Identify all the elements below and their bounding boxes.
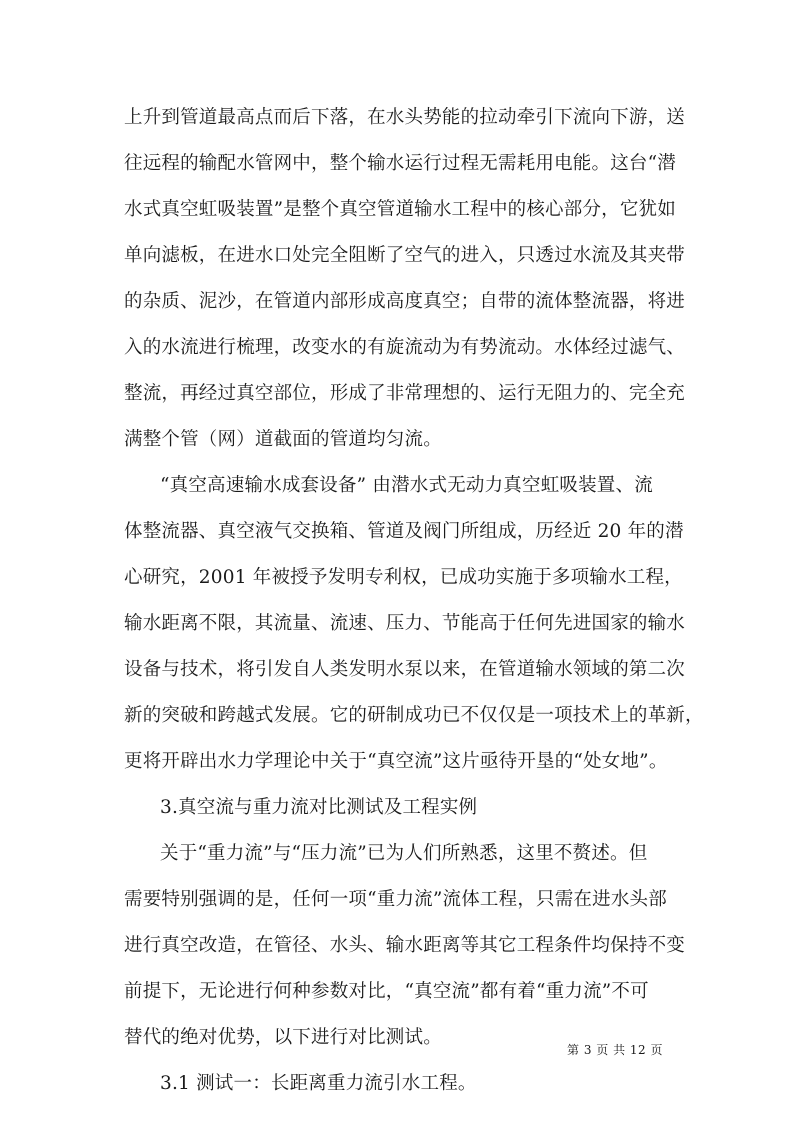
paragraph-line: 整流，再经过真空部位，形成了非常理想的、运行无阻力的、完全充 xyxy=(124,383,686,404)
paragraph-line: 更将开辟出水力学理论中关于“真空流”这片亟待开垦的“处女地”。 xyxy=(124,751,668,772)
section-heading: 3.真空流与重力流对比测试及工程实例 xyxy=(160,797,478,818)
paragraph-line: 新的突破和跨越式发展。它的研制成功已不仅仅是一项技术上的革新， xyxy=(124,705,704,726)
paragraph-line: 满整个管（网）道截面的管道均匀流。 xyxy=(124,429,442,450)
paragraph-line: 关于“重力流”与“压力流”已为人们所熟悉，这里不赘述。但 xyxy=(160,843,648,864)
paragraph-line: 输水距离不限，其流量、流速、压力、节能高于任何先进国家的输水 xyxy=(124,613,686,634)
paragraph-line: 往远程的输配水管网中，整个输水运行过程无需耗用电能。这台“潜 xyxy=(124,153,676,174)
paragraph-line: 上升到管道最高点而后下落，在水头势能的拉动牵引下流向下游，送 xyxy=(124,107,686,128)
paragraph-line: 的杂质、泥沙，在管道内部形成高度真空；自带的流体整流器，将进 xyxy=(124,291,686,312)
paragraph-line: 单向滤板，在进水口处完全阻断了空气的进入，只透过水流及其夹带 xyxy=(124,245,686,266)
paragraph-line: 替代的绝对优势，以下进行对比测试。 xyxy=(124,1027,442,1048)
paragraph-line: 水式真空虹吸装置”是整个真空管道输水工程中的核心部分，它犹如 xyxy=(124,199,676,220)
paragraph-line: 需要特别强调的是，任何一项“重力流”流体工程，只需在进水头部 xyxy=(124,889,667,910)
subsection-heading: 3.1 测试一：长距离重力流引水工程。 xyxy=(160,1073,477,1094)
paragraph-line: 前提下，无论进行何种参数对比，“真空流”都有着“重力流”不可 xyxy=(124,981,649,1002)
paragraph-line: 进行真空改造，在管径、水头、输水距离等其它工程条件均保持不变 xyxy=(124,935,686,956)
paragraph-line: 设备与技术，将引发自人类发明水泵以来，在管道输水领域的第二次 xyxy=(124,659,686,680)
paragraph-line: 体整流器、真空液气交换箱、管道及阀门所组成，历经近 20 年的潜 xyxy=(124,521,684,542)
page-number: 第 3 页 共 12 页 xyxy=(567,1043,663,1057)
paragraph-line: 入的水流进行梳理，改变水的有旋流动为有势流动。水体经过滤气、 xyxy=(124,337,686,358)
paragraph-line: “真空高速输水成套设备” 由潜水式无动力真空虹吸装置、流 xyxy=(160,475,653,496)
paragraph-line: 心研究，2001 年被授予发明专利权，已成功实施于多项输水工程， xyxy=(124,567,683,588)
